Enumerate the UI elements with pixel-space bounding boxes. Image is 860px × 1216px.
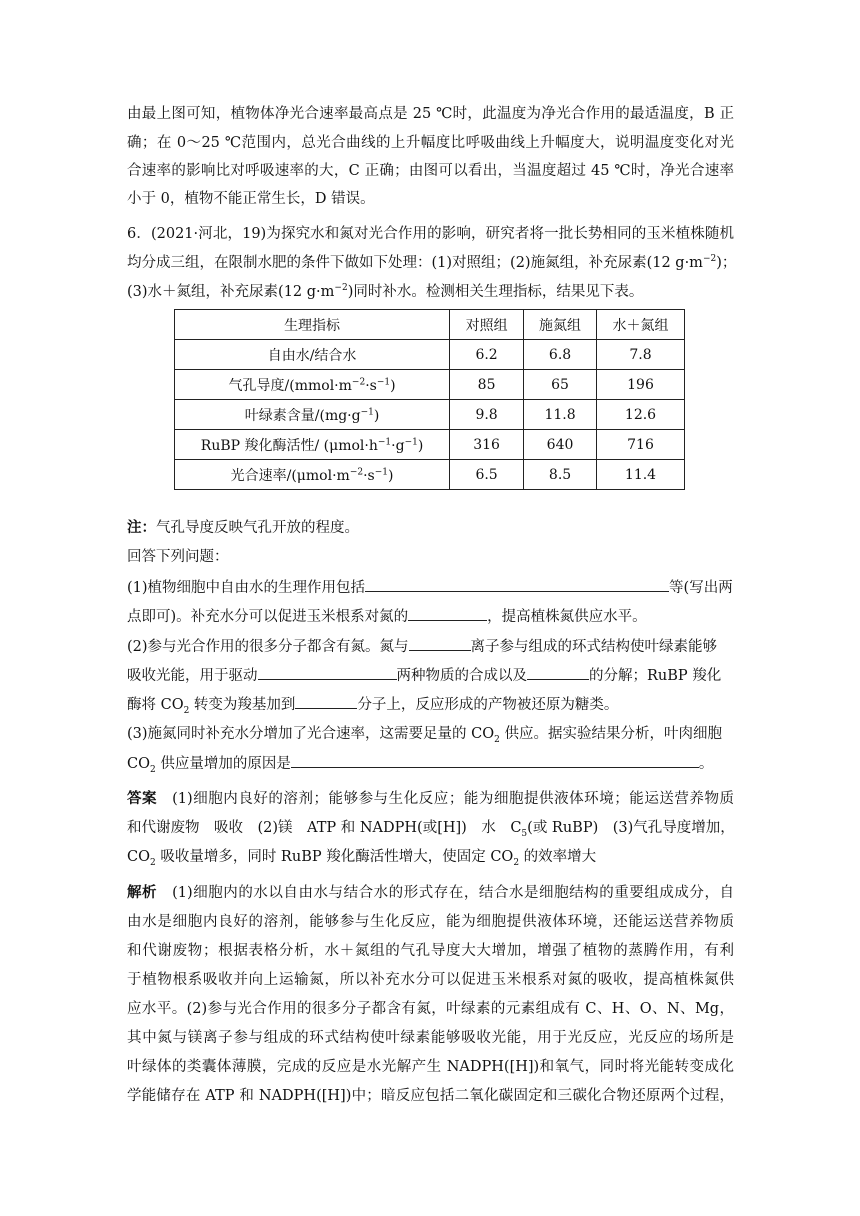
- table-row: [175, 460, 685, 490]
- cell-control: 9.8: [450, 400, 524, 430]
- question-intro-line-2: 均分成三组，在限制水肥的条件下做如下处理：(1)对照组；(2)施氮组，补充尿素(12 $g\cdot m^{-2}$)；: [127, 254, 737, 271]
- answer-blank: [527, 665, 589, 680]
- row-label: RuBP 羧化酶活性/ $(\mu mol\cdot h^{-1}\cdot g^{-1})$: [175, 430, 450, 460]
- sub-question-2-line-1: (2)参与光合作用的很多分子都含有氮。氮与 离子参与组成的环式结构使叶绿素能够: [127, 636, 734, 657]
- analysis-line: 于植物根系吸收并向上运输氮，所以补充水分可以促进玉米根系对氮的吸收，提高植株氮供: [127, 972, 734, 988]
- sub-question-1-line-2: 点即可)。补充水分可以促进玉米根系对氮的 ，提高植株氮供应水平。: [127, 606, 734, 627]
- question-intro-line-3: (3)水＋氮组，补充尿素(12 $g\cdot m^{-2}$)同时补水。检测相关生理指标，结果见下表。: [127, 283, 644, 300]
- table-note: 注：气孔导度反映气孔开放的程度。: [127, 519, 359, 536]
- cell-control: 6.2: [450, 340, 524, 370]
- analysis-line: 由水是细胞内良好的溶剂，能够参与生化反应，能为细胞提供液体环境，还能运送营养物质: [127, 914, 734, 930]
- answer-blank: [409, 636, 471, 651]
- header-nitrogen: 施氮组: [524, 310, 597, 340]
- header-control: 对照组: [450, 310, 524, 340]
- cell-water-nitrogen: 716: [597, 430, 685, 460]
- prev-explanation-line-4: 小于 0，植物不能正常生长，D 错误。: [127, 191, 375, 207]
- cell-nitrogen: 640: [524, 430, 597, 460]
- header-water-nitrogen: 水＋氮组: [597, 310, 685, 340]
- answer-blank: [291, 753, 699, 768]
- prev-explanation-line-1: 由最上图可知，植物体净光合速率最高点是 25 ℃时，此温度为净光合作用的最适温度，B 正: [127, 106, 734, 122]
- cell-nitrogen: 6.8: [524, 340, 597, 370]
- cell-water-nitrogen: 11.4: [597, 460, 685, 490]
- answer-line-1: 答案 (1)细胞内良好的溶剂；能够参与生化反应；能为细胞提供液体环境；能运送营养物质: [127, 790, 735, 807]
- row-label: 叶绿素含量$/(mg\cdot g^{-1})$: [175, 400, 450, 430]
- row-label: 气孔导度$/(mmol\cdot m^{-2}\cdot s^{-1})$: [175, 370, 450, 400]
- answer-line-3: $CO_2$ 吸收量增多，同时 RuBP 羧化酶活性增大，使固定 $CO_2$ 的效率增大: [127, 849, 597, 868]
- results-table: [174, 309, 685, 490]
- table-row: [175, 340, 685, 370]
- header-indicator: 生理指标: [175, 310, 450, 340]
- cell-control: 85: [450, 370, 524, 400]
- analysis-line: 其中氮与镁离子参与组成的环式结构使叶绿素能够吸收光能，用于光反应，光反应的场所是: [127, 1030, 734, 1046]
- sub-question-2-line-2: 吸收光能，用于驱动 两种物质的合成以及 的分解；RuBP 羧化: [127, 665, 734, 686]
- analysis-line: 应水平。(2)参与光合作用的很多分子都含有氮，叶绿素的元素组成有 C、H、O、N、Mg，: [127, 1001, 734, 1017]
- row-label: 自由水/结合水: [175, 340, 450, 370]
- cell-nitrogen: 8.5: [524, 460, 597, 490]
- answer-blank: [408, 606, 487, 621]
- analysis-line: 和代谢废物；根据表格分析，水＋氮组的气孔导度大大增加，增强了植物的蒸腾作用，有利: [127, 943, 734, 959]
- analysis-line-1: 解析 (1)细胞内的水以自由水与结合水的形式存在，结合水是细胞结构的重要组成成分，自: [127, 884, 735, 901]
- answer-blank: [365, 577, 669, 592]
- table-header-row: [175, 310, 685, 340]
- cell-control: 316: [450, 430, 524, 460]
- answer-line-2: 和代谢废物 吸收 (2)镁 ATP 和 NADPH(或[H]) 水 $C_5$(或 RuBP) (3)气孔导度增加，: [127, 820, 735, 839]
- table-row: [175, 400, 685, 430]
- sub-question-1-line-1: (1)植物细胞中自由水的生理作用包括 等(写出两: [127, 577, 734, 598]
- sub-question-3-line-1: (3)施氮同时补充水分增加了光合速率，这需要足量的 $CO_2$ 供应。据实验结果分析，叶肉细胞: [127, 726, 722, 745]
- cell-water-nitrogen: 12.6: [597, 400, 685, 430]
- answer-blank: [258, 665, 397, 680]
- answer-prompt: 回答下列问题：: [127, 549, 229, 565]
- analysis-line: 学能储存在 ATP 和 NADPH([H])中；暗反应包括二氧化碳固定和三碳化合物还原两个过程，: [127, 1088, 734, 1104]
- cell-control: 6.5: [450, 460, 524, 490]
- prev-explanation-line-3: 合速率的影响比对呼吸速率的大，C 正确；由图可以看出，当温度超过 45 ℃时，净光合速率: [127, 163, 734, 179]
- question-intro-line-1: 6．(2021·河北，19)为探究水和氮对光合作用的影响，研究者将一批长势相同的玉米植株随机: [127, 226, 734, 242]
- cell-nitrogen: 11.8: [524, 400, 597, 430]
- sub-question-2-line-3: 酶将 $CO_2$ 转变为羧基加到 分子上，反应形成的产物被还原为糖类。: [127, 694, 734, 715]
- sub-question-3-line-2: $CO_2$ 供应量增加的原因是 。: [127, 753, 734, 774]
- cell-nitrogen: 65: [524, 370, 597, 400]
- table-row: [175, 430, 685, 460]
- prev-explanation-line-2: 确；在 0～25 ℃范围内，总光合曲线的上升幅度比呼吸曲线上升幅度大，说明温度变化对光: [127, 135, 734, 151]
- cell-water-nitrogen: 7.8: [597, 340, 685, 370]
- analysis-line: 叶绿体的类囊体薄膜，完成的反应是水光解产生 NADPH([H])和氧气，同时将光能转变成化: [127, 1059, 734, 1075]
- row-label: 光合速率$/(\mu mol\cdot m^{-2}\cdot s^{-1})$: [175, 460, 450, 490]
- cell-water-nitrogen: 196: [597, 370, 685, 400]
- table-row: [175, 370, 685, 400]
- answer-blank: [295, 694, 357, 709]
